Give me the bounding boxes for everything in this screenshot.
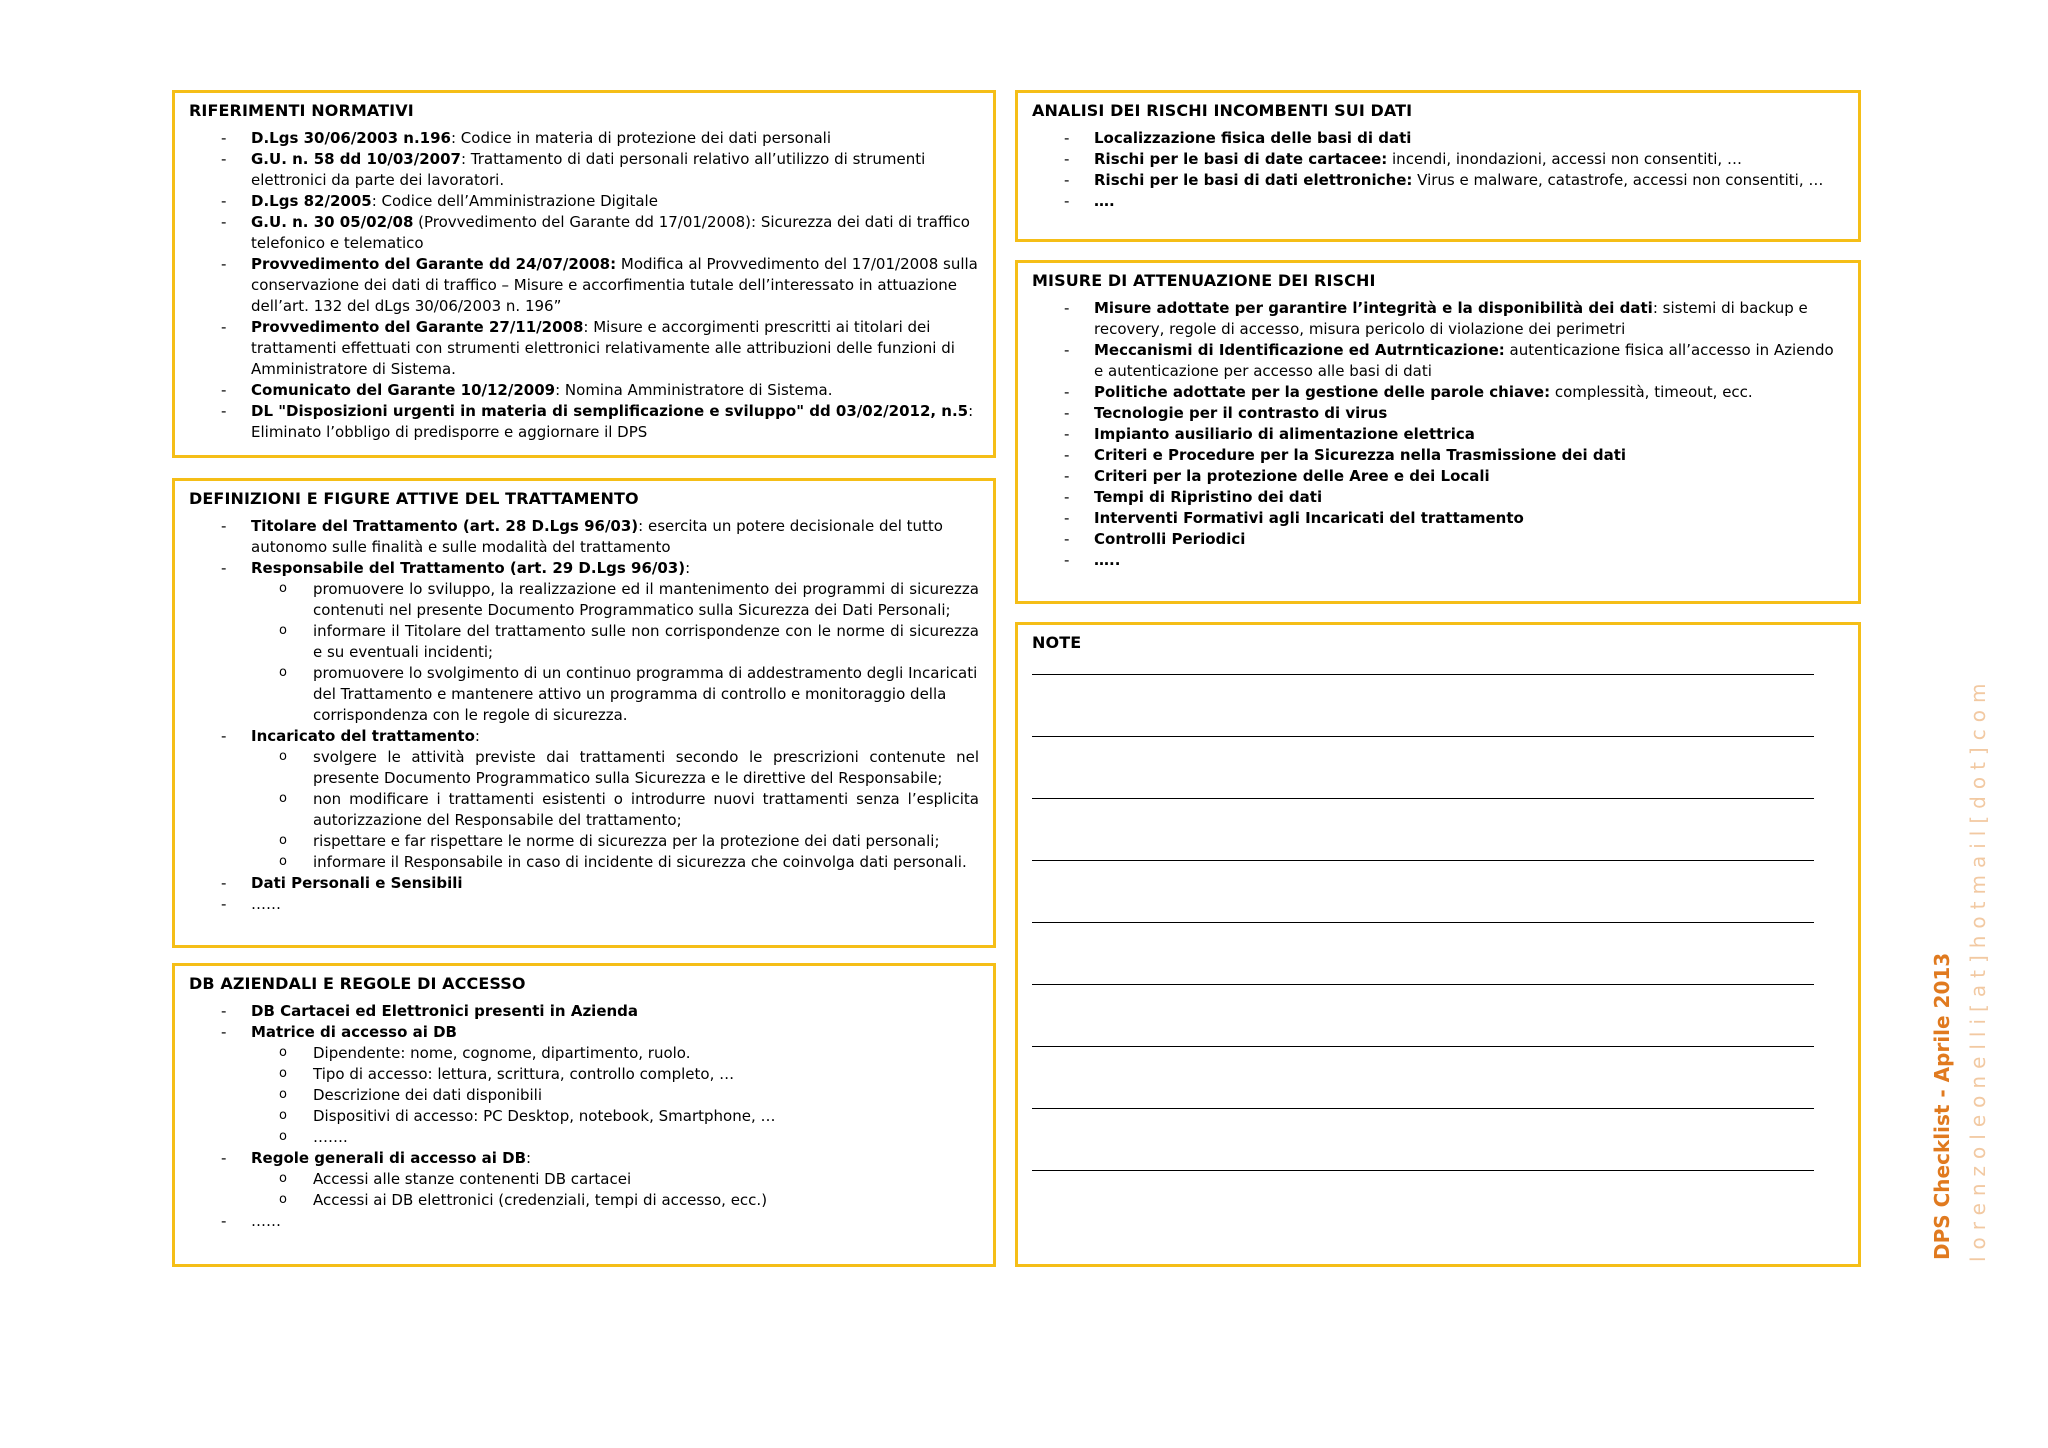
incaricato-subitem: o informare il Responsabile in caso di incidente di sicurezza che coinvolga dati personali. xyxy=(295,852,979,873)
riferimenti-normativi-box xyxy=(172,90,996,458)
misure-item: - Interventi Formativi agli Incaricati del trattamento xyxy=(1076,508,1844,529)
responsabile-subitem: o promuovere lo sviluppo, la realizzazione ed il mantenimento dei programmi di sicurezza contenuti nel presente Documento Programmatico sulla Sicurezza dei Dati Personali; xyxy=(295,579,979,621)
responsabile-subitem: o informare il Titolare del trattamento sulle non corrispondenze con le norme di sicurezza e su eventuali incidenti; xyxy=(295,621,979,663)
incaricato-item: - Incaricato del trattamento: o svolgere le attività previste dai trattamenti secondo le prescrizioni contenute nel presente Documento Programmatico sulla Sicurezza e le direttive del Responsabile; o non modificare i trattamenti esistenti o introdurre nuovi trattamenti senza l’esplicita autorizzazione del Responsabile del trattamento; o rispettare e far rispettare le norme di sicurezza per la protezione dei dati personali; o informare il Responsabile in caso di incidente di sicurezza che coinvolga dati personali. xyxy=(233,726,979,873)
definizioni-box xyxy=(172,478,996,948)
misure-item: - Tempi di Ripristino dei dati xyxy=(1076,487,1844,508)
definizioni-title: DEFINIZIONI E FIGURE ATTIVE DEL TRATTAMENTO xyxy=(189,489,639,508)
regole-sublist xyxy=(251,1169,979,1211)
note-box xyxy=(1015,622,1861,1267)
incaricato-subitem: o non modificare i trattamenti esistenti o introdurre nuovi trattamenti senza l’esplicita autorizzazione del Responsabile del trattamento; xyxy=(295,789,979,831)
matrice-item: - Matrice di accesso ai DB o Dipendente: nome, cognome, dipartimento, ruolo. o Tipo di accesso: lettura, scrittura, controllo completo, … o Descrizione dei dati disponibili o Dispositivi di accesso: PC Desktop, notebook, Smartphone, … o ……. xyxy=(233,1022,979,1148)
matrice-subitem: o Tipo di accesso: lettura, scrittura, controllo completo, … xyxy=(295,1064,979,1085)
note-line[interactable] xyxy=(1032,664,1814,675)
incaricato-subitem: o svolgere le attività previste dai trattamenti secondo le prescrizioni contenute nel presente Documento Programmatico sulla Sicurezza e le direttive del Responsabile; xyxy=(295,747,979,789)
note-line[interactable] xyxy=(1032,737,1814,799)
regole-subitem: o Accessi alle stanze contenenti DB cartacei xyxy=(295,1169,979,1190)
misure-item: - Criteri e Procedure per la Sicurezza nella Trasmissione dei dati xyxy=(1076,445,1844,466)
db-aziendali-box xyxy=(172,963,996,1267)
analisi-title: ANALISI DEI RISCHI INCOMBENTI SUI DATI xyxy=(1032,101,1413,120)
riferimento-item: - D.Lgs 82/2005: Codice dell’Amministrazione Digitale xyxy=(233,191,979,212)
titolare-item: - Titolare del Trattamento (art. 28 D.Lgs 96/03): esercita un potere decisionale del tutto autonomo sulle finalità e sulle modalità del trattamento xyxy=(233,516,979,558)
matrice-subitem: o Descrizione dei dati disponibili xyxy=(295,1085,979,1106)
matrice-subitem: o Dispositivi di accesso: PC Desktop, notebook, Smartphone, … xyxy=(295,1106,979,1127)
misure-item: - Meccanismi di Identificazione ed Autrnticazione: autenticazione fisica all’accesso in Aziendo e autenticazione per accesso alle basi di dati xyxy=(1076,340,1844,382)
dati-personali-item: - Dati Personali e Sensibili xyxy=(233,873,979,894)
misure-item: - Misure adottate per garantire l’integrità e la disponibilità dei dati: sistemi di backup e recovery, regole di accesso, misura pericolo di violazione dei perimetri xyxy=(1076,298,1844,340)
responsabile-sublist xyxy=(251,579,979,726)
riferimento-item: - Provvedimento del Garante dd 24/07/2008: Modifica al Provvedimento del 17/01/2008 sulla conservazione dei dati di traffico – Misure e accorfimentia tutale dell’interessato in attuazione dell’art. 132 del dLgs 30/06/2003 n. 196” xyxy=(233,254,979,317)
note-line[interactable] xyxy=(1032,675,1814,737)
matrice-subitem: o Dipendente: nome, cognome, dipartimento, ruolo. xyxy=(295,1043,979,1064)
riferimento-item: - D.Lgs 30/06/2003 n.196: Codice in materia di protezione dei dati personali xyxy=(233,128,979,149)
ellipsis-item: - …… xyxy=(233,894,979,915)
riferimento-item: - Provvedimento del Garante 27/11/2008: Misure e accorgimenti prescritti ai titolari dei trattamenti effettuati con strumenti elettronici relativamente alle attribuzioni delle funzioni di Amministratore di Sistema. xyxy=(233,317,979,380)
note-line[interactable] xyxy=(1032,923,1814,985)
riferimento-item: - G.U. n. 58 dd 10/03/2007: Trattamento di dati personali relativo all’utilizzo di strumenti elettronici da parte dei lavoratori. xyxy=(233,149,979,191)
responsabile-item: - Responsabile del Trattamento (art. 29 D.Lgs 96/03): o promuovere lo sviluppo, la realizzazione ed il mantenimento dei programmi di sicurezza contenuti nel presente Documento Programmatico sulla Sicurezza dei Dati Personali; o informare il Titolare del trattamento sulle non corrispondenze con le norme di sicurezza e su eventuali incidenti; o promuovere lo svolgimento di un continuo programma di addestramento degli Incaricati del Trattamento e mantenere attivo un programma di controllo e monitoraggio della corrispondenza con le regole di sicurezza. xyxy=(233,558,979,726)
note-line[interactable] xyxy=(1032,799,1814,861)
side-title: DPS Checklist - Aprile 2013 xyxy=(1930,952,1954,1260)
riferimento-item: - DL "Disposizioni urgenti in materia di semplificazione e sviluppo" dd 03/02/2012, n.5: Eliminato l’obbligo di predisporre e aggiornare il DPS xyxy=(233,401,979,443)
note-lines[interactable] xyxy=(1032,664,1844,1171)
riferimento-item: - G.U. n. 30 05/02/08 (Provvedimento del Garante dd 17/01/2008): Sicurezza dei dati di traffico telefonico e telematico xyxy=(233,212,979,254)
regole-subitem: o Accessi ai DB elettronici (credenziali, tempi di accesso, ecc.) xyxy=(295,1190,979,1211)
note-line[interactable] xyxy=(1032,985,1814,1047)
misure-list xyxy=(1032,298,1844,571)
misure-item: - Impianto ausiliario di alimentazione elettrica xyxy=(1076,424,1844,445)
db-aziendali-title: DB AZIENDALI E REGOLE DI ACCESSO xyxy=(189,974,526,993)
misure-item: - Controlli Periodici xyxy=(1076,529,1844,550)
analisi-rischi-box xyxy=(1015,90,1861,242)
ellipsis-item: - …… xyxy=(233,1211,979,1232)
analisi-item: - …. xyxy=(1076,191,1844,212)
riferimenti-title: RIFERIMENTI NORMATIVI xyxy=(189,101,414,120)
regole-item: - Regole generali di accesso ai DB: o Accessi alle stanze contenenti DB cartacei o Accessi ai DB elettronici (credenziali, tempi di accesso, ecc.) xyxy=(233,1148,979,1211)
matrice-sublist xyxy=(251,1043,979,1148)
responsabile-subitem: o promuovere lo svolgimento di un continuo programma di addestramento degli Incaricati del Trattamento e mantenere attivo un programma di controllo e monitoraggio della corrispondenza con le regole di sicurezza. xyxy=(295,663,979,726)
note-line[interactable] xyxy=(1032,861,1814,923)
misure-item: - Politiche adottate per la gestione delle parole chiave: complessità, timeout, ecc. xyxy=(1076,382,1844,403)
riferimenti-list xyxy=(189,128,979,443)
misure-item: - Tecnologie per il contrasto di virus xyxy=(1076,403,1844,424)
matrice-subitem: o ……. xyxy=(295,1127,979,1148)
analisi-item: - Rischi per le basi di date cartacee: incendi, inondazioni, accessi non consentiti, … xyxy=(1076,149,1844,170)
misure-attenuazione-box xyxy=(1015,260,1861,604)
db-aziendali-list xyxy=(189,1001,979,1232)
note-line[interactable] xyxy=(1032,1109,1814,1171)
note-title: NOTE xyxy=(1032,633,1082,652)
incaricato-subitem: o rispettare e far rispettare le norme di sicurezza per la protezione dei dati personali; xyxy=(295,831,979,852)
incaricato-sublist xyxy=(251,747,979,873)
riferimento-item: - Comunicato del Garante 10/12/2009: Nomina Amministratore di Sistema. xyxy=(233,380,979,401)
note-line[interactable] xyxy=(1032,1047,1814,1109)
db-cartacei-item: - DB Cartacei ed Elettronici presenti in Azienda xyxy=(233,1001,979,1022)
misure-item: - ….. xyxy=(1076,550,1844,571)
side-email: lorenzoleonelli[at]hotmail[dot]com xyxy=(1966,676,1990,1262)
analisi-list xyxy=(1032,128,1844,212)
misure-item: - Criteri per la protezione delle Aree e dei Locali xyxy=(1076,466,1844,487)
definizioni-list xyxy=(189,516,979,915)
analisi-item: - Localizzazione fisica delle basi di dati xyxy=(1076,128,1844,149)
analisi-item: - Rischi per le basi di dati elettroniche: Virus e malware, catastrofe, accessi non consentiti, … xyxy=(1076,170,1844,191)
misure-title: MISURE DI ATTENUAZIONE DEI RISCHI xyxy=(1032,271,1376,290)
